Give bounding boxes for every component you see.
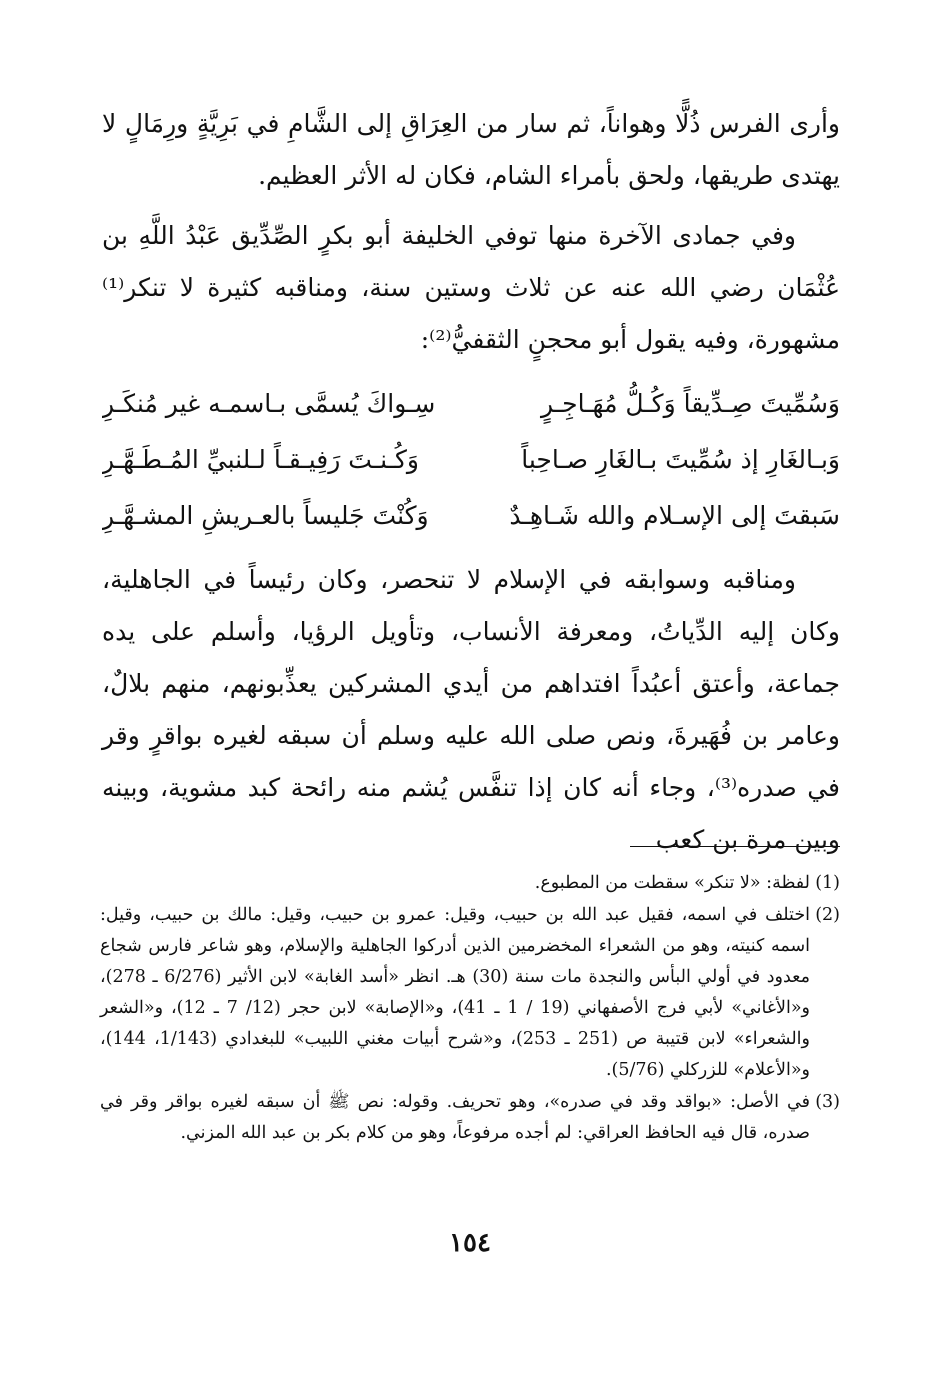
hemistich-second: سِـواكَ يُسمَّى بـاسمـه غير مُنكَـرِ [102,389,436,418]
paragraph-2: وفي جمادى الآخرة منها توفي الخليفة أبو بكرٍ الصِّدِّيق عَبْدُ اللَّهِ بن عُثْمَان رضي الله عنه عن ثلاث وستين سنة، ومناقبه كثيرة لا تنكر⁽¹⁾ مشهورة، وفيه يقول أبو محجنٍ الثقفيُّ⁽²⁾: [102,221,840,354]
footnote-text: اختلف في اسمه، فقيل عبد الله بن حبيب، وقيل: عمرو بن حبيب، وقيل: مالك بن حبيب، وقيل: اسمه كنيته، وهو من الشعراء المخضرمين الذين أدركوا الجاهلية والإسلام، وهو شاعر فارس شجاع معدود في أولي البأس والنجدة مات سنة (30) هـ. انظر «أسد الغابة» لابن الأثير (6/276 ـ 278)، و«الأغاني» لأبي فرج الأصفهاني (19 / 1 ـ 41)، و«الإصابة» لابن حجر (12/ 7 ـ 12)، و«الشعر والشعراء» لابن قتيبة ص (251 ـ 253)، و«شرح أبيات مغني اللبيب» للبغدادي (1/143، 144)، و«الأعلام» للزركلي (5/76). [100,905,810,1080]
verse-line-1 [102,376,840,432]
footnote-number: (3) [815,1092,840,1112]
footnote-separator [630,846,840,847]
paragraph-3: ومناقبه وسوابقه في الإسلام لا تنحصر، وكان رئيساً في الجاهلية، وكان إليه الدِّياتُ، ومعرفة الأنساب، وتأويل الرؤيا، وأسلم على يده جماعة، وأعتق أعبُداً افتداهم من أيدي المشركين يعذِّبونهم، منهم بلالٌ، وعامر بن فُهَيرةَ، ونص صلى الله عليه وسلم أن سبقه لغيره بواقرٍ وقر في صدره⁽³⁾، وجاء أنه كان إذا تنفَّس يُشم منه رائحة كبد مشوية، وبينه وبين مرة بن كعب [102,565,840,854]
paragraph-1: وأرى الفرس ذُلًّا وهواناً، ثم سار من العِرَاقِ إلى الشَّامِ في بَرِيَّةٍ ورِمَالٍ لا يهتدى طريقها، ولحق بأمراء الشام، فكان له الأثر العظيم. [102,109,840,190]
verse-line-3 [102,488,840,544]
footnote-1 [100,868,840,899]
footnotes [100,868,840,1150]
hemistich-second: وَكُنْتَ جَليساً بالعـريشِ المشـهَّـرِ [102,501,429,530]
footnote-text: لفظة: «لا تنكر» سقطت من المطبوع. [534,873,810,893]
footnote-number: (2) [815,905,840,925]
page-number: ١٥٤ [449,1228,491,1258]
footnote-text: في الأصل: «بواقد وقد في صدره»، وهو تحريف. وقوله: نص ﷺ أن سبقه لغيره بواقر وقر في صدره، قال فيه الحافظ العراقي: لم أجده مرفوعاً، وهو من كلام بكر بن عبد الله المزني. [100,1092,810,1143]
verse-line-2 [102,432,840,488]
hemistich-first: وَبـالغَارِ إذ سُمِّيتَ بـالغَارِ صـاحِباً [521,445,840,474]
hemistich-first: وَسُمِّيتَ صِـدِّيقاً وَكُـلُّ مُهَـاجِـرٍ [541,389,840,418]
main-text [102,98,840,866]
hemistich-second: وَكُـنـتَ رَفِيـقـاً لـلنبيِّ المُـطَـهَّـرِ [102,445,419,474]
hemistich-first: سَبقتَ إلى الإسـلام والله شَـاهِـدٌ [509,501,840,530]
footnote-3 [100,1087,840,1149]
footnote-2 [100,900,840,1086]
footnote-number: (1) [815,873,840,893]
poem [102,376,840,544]
